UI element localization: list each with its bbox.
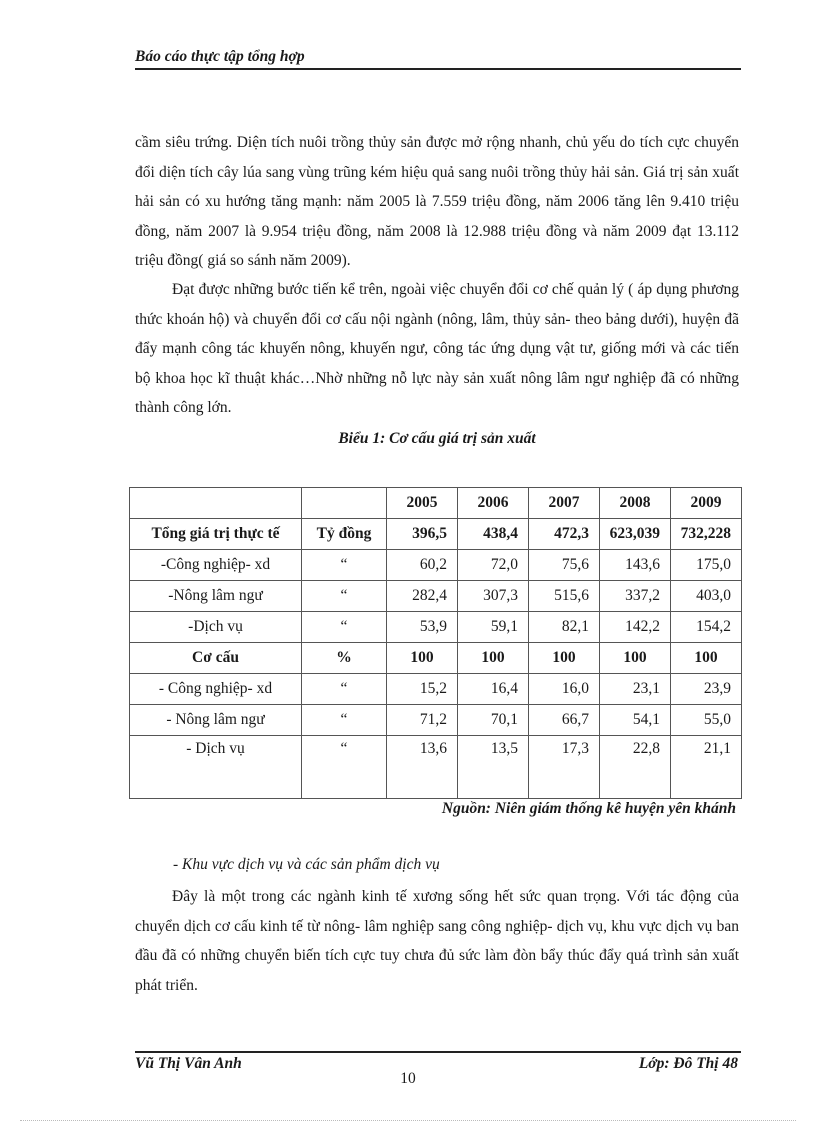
table-caption: Biểu 1: Cơ cấu giá trị sản xuất xyxy=(338,430,536,447)
row-label: - Nông lâm ngư xyxy=(130,705,302,736)
table-cell: 70,1 xyxy=(458,705,529,736)
table-cell: 59,1 xyxy=(458,612,529,643)
row-label: -Công nghiệp- xd xyxy=(130,550,302,581)
table-cell: 472,3 xyxy=(529,519,600,550)
table-cell: 54,1 xyxy=(600,705,671,736)
table-cell: 60,2 xyxy=(387,550,458,581)
table-row xyxy=(130,736,742,799)
table-cell: 438,4 xyxy=(458,519,529,550)
year-header: 2009 xyxy=(671,488,742,519)
row-unit: “ xyxy=(302,550,387,581)
table-cell: 100 xyxy=(671,643,742,674)
header-cell-empty xyxy=(130,488,302,519)
year-header: 2005 xyxy=(387,488,458,519)
page-header-title: Báo cáo thực tập tổng hợp xyxy=(135,48,305,65)
row-label: - Dịch vụ xyxy=(130,736,302,799)
header-rule xyxy=(135,68,741,70)
row-unit: “ xyxy=(302,612,387,643)
table-cell: 53,9 xyxy=(387,612,458,643)
table-row xyxy=(130,643,742,674)
table-row xyxy=(130,612,742,643)
footer-rule xyxy=(135,1051,741,1053)
table-cell: 66,7 xyxy=(529,705,600,736)
table-cell: 16,0 xyxy=(529,674,600,705)
production-structure-table xyxy=(129,487,742,799)
row-label: Tổng giá trị thực tế xyxy=(130,519,302,550)
table-cell: 403,0 xyxy=(671,581,742,612)
table-cell: 23,9 xyxy=(671,674,742,705)
paragraph-2: Đạt được những bước tiến kể trên, ngoài việc chuyển đổi cơ chế quản lý ( áp dụng phương thức khoán hộ) và chuyển đổi cơ cấu nội ngành (nông, lâm, thủy sản- theo bảng dưới), huyện đã đẩy mạnh công tác khuyến nông, khuyến ngư, công tác ứng dụng vật tư, giống mới và các tiến bộ khoa học kĩ thuật khác…Nhờ những nỗ lực này sản xuất nông lâm ngư nghiệp đã có những thành công lớn. xyxy=(135,281,739,417)
table-cell: 13,5 xyxy=(458,736,529,799)
table-cell: 15,2 xyxy=(387,674,458,705)
table-cell: 17,3 xyxy=(529,736,600,799)
year-header: 2007 xyxy=(529,488,600,519)
page-edge-divider xyxy=(20,1120,796,1121)
table-cell: 13,6 xyxy=(387,736,458,799)
table-row xyxy=(130,705,742,736)
table-header-row xyxy=(130,488,742,519)
table-cell: 142,2 xyxy=(600,612,671,643)
row-label: Cơ cấu xyxy=(130,643,302,674)
paragraph-1: cầm siêu trứng. Diện tích nuôi trồng thủy sản được mở rộng nhanh, chủ yếu do tích cực chuyển đổi diện tích cây lúa sang vùng trũng kém hiệu quả sang nuôi trồng thủy hải sản. Giá trị sản xuất hải sản có xu hướng tăng mạnh: năm 2005 là 7.559 triệu đồng, năm 2006 tăng lên 9.410 triệu đồng, năm 2007 là 9.954 triệu đồng, năm 2008 là 12.988 triệu đồng và năm 2009 đạt 13.112 triệu đồng( giá so sánh năm 2009). xyxy=(135,134,739,270)
table-cell: 175,0 xyxy=(671,550,742,581)
table-cell: 282,4 xyxy=(387,581,458,612)
table-cell: 100 xyxy=(529,643,600,674)
table-cell: 21,1 xyxy=(671,736,742,799)
section-heading: - Khu vực dịch vụ và các sản phẩm dịch vụ xyxy=(173,856,440,873)
page-number: 10 xyxy=(400,1070,416,1087)
table-cell: 732,228 xyxy=(671,519,742,550)
table-source: Nguồn: Niên giám thống kê huyện yên khánh xyxy=(441,800,736,817)
table-cell: 307,3 xyxy=(458,581,529,612)
table-cell: 75,6 xyxy=(529,550,600,581)
table-cell: 55,0 xyxy=(671,705,742,736)
table-cell: 82,1 xyxy=(529,612,600,643)
table-cell: 154,2 xyxy=(671,612,742,643)
table-row xyxy=(130,519,742,550)
row-label: -Nông lâm ngư xyxy=(130,581,302,612)
row-unit: “ xyxy=(302,581,387,612)
table-cell: 623,039 xyxy=(600,519,671,550)
row-unit: “ xyxy=(302,674,387,705)
row-unit: “ xyxy=(302,705,387,736)
table-cell: 71,2 xyxy=(387,705,458,736)
row-label: - Công nghiệp- xd xyxy=(130,674,302,705)
table-row xyxy=(130,581,742,612)
table-cell: 23,1 xyxy=(600,674,671,705)
table-cell: 396,5 xyxy=(387,519,458,550)
table-cell: 16,4 xyxy=(458,674,529,705)
table-cell: 22,8 xyxy=(600,736,671,799)
table-cell: 100 xyxy=(600,643,671,674)
table-row xyxy=(130,550,742,581)
table-cell: 100 xyxy=(387,643,458,674)
year-header: 2006 xyxy=(458,488,529,519)
table-row xyxy=(130,674,742,705)
year-header: 2008 xyxy=(600,488,671,519)
table-cell: 143,6 xyxy=(600,550,671,581)
table-cell: 515,6 xyxy=(529,581,600,612)
footer-author: Vũ Thị Vân Anh xyxy=(135,1055,242,1072)
row-unit: Tỷ đồng xyxy=(302,519,387,550)
footer-class: Lớp: Đô Thị 48 xyxy=(638,1055,738,1072)
table-cell: 72,0 xyxy=(458,550,529,581)
row-label: -Dịch vụ xyxy=(130,612,302,643)
paragraph-3: Đây là một trong các ngành kinh tế xương sống hết sức quan trọng. Với tác động của chuyển dịch cơ cấu kinh tế từ nông- lâm nghiệp sang công nghiệp- dịch vụ, khu vực dịch vụ ban đầu đã có những chuyển biến tích cực tuy chưa đủ sức làm đòn bẩy thúc đẩy quá trình sản xuất phát triển. xyxy=(135,888,739,994)
row-unit: “ xyxy=(302,736,387,799)
table-cell: 100 xyxy=(458,643,529,674)
table-cell: 337,2 xyxy=(600,581,671,612)
header-cell-empty xyxy=(302,488,387,519)
row-unit: % xyxy=(302,643,387,674)
